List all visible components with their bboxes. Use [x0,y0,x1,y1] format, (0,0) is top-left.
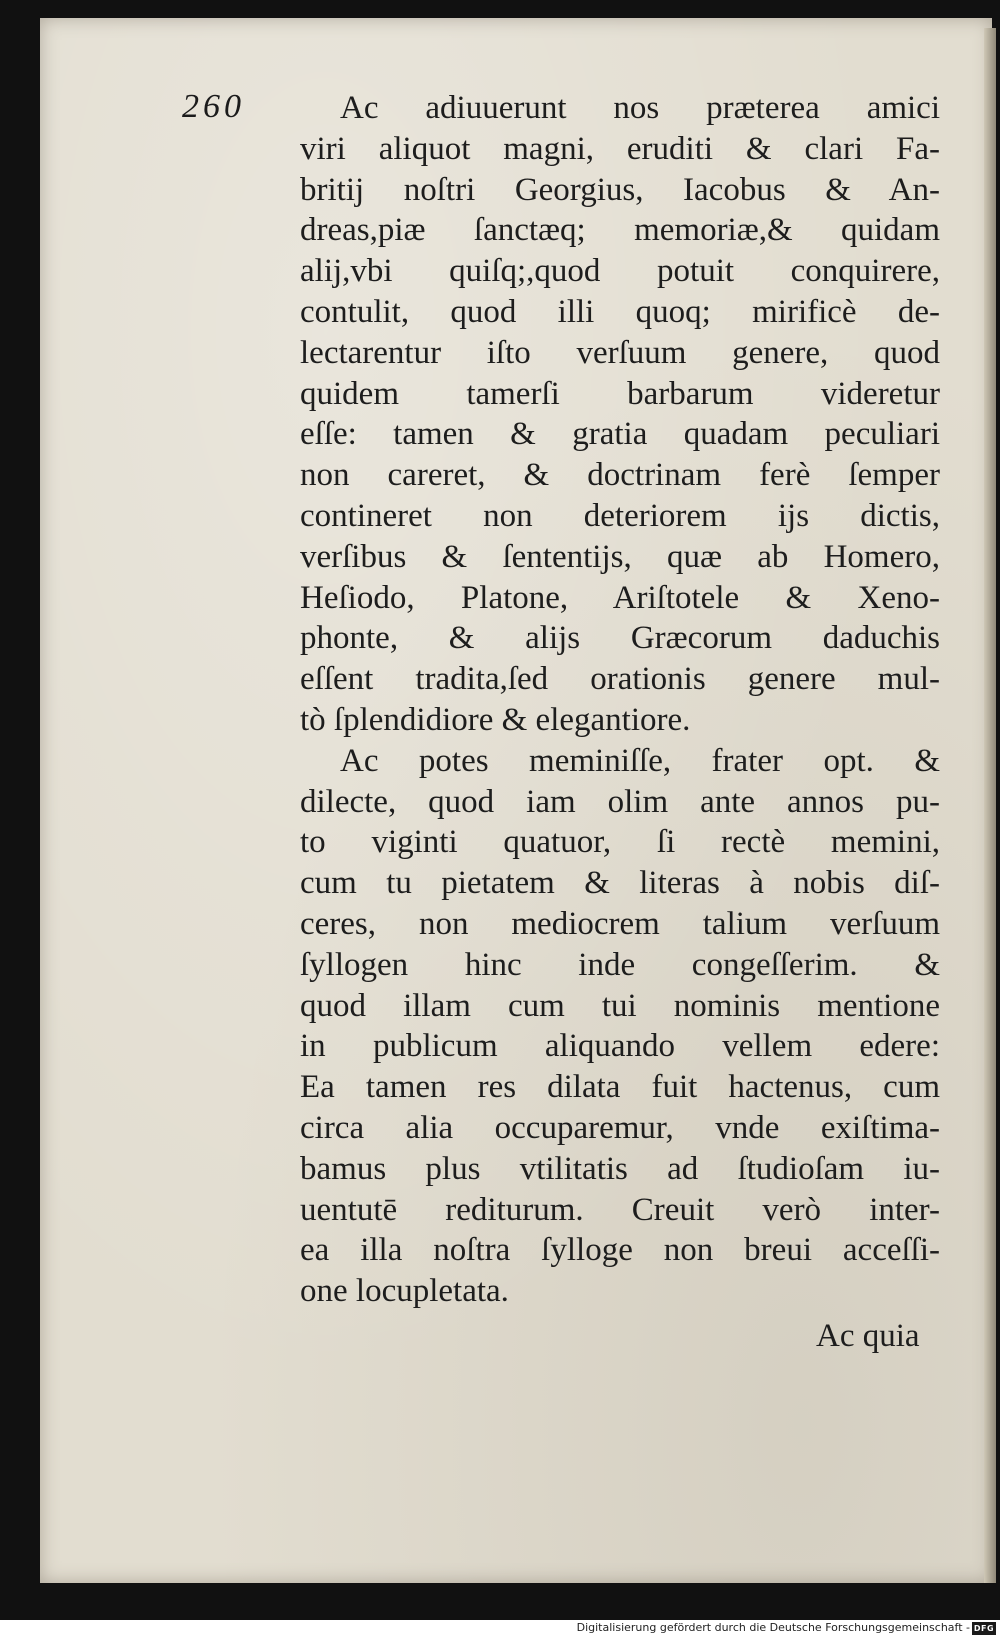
paragraph-1 [300,88,940,741]
text-line: non careret, & doctrinam ferè ſemper [300,457,940,494]
text-line: one locupletata. [300,1273,509,1310]
text-line: Ac adiuuerunt nos præterea amici [340,90,940,126]
text-line: ea illa noſtra ſylloge non breui acceſſi- [300,1232,940,1269]
text-line: quod illam cum tui nominis mentione [300,987,940,1024]
text-line: circa alia occuparemur, vnde exiſtima- [300,1109,940,1146]
text-line: ceres, non mediocrem talium verſuum [300,905,940,942]
footer-bar [0,1620,1000,1638]
catchword: Ac quia [816,1318,920,1354]
text-line: in publicum aliquando vellem edere: [300,1028,940,1065]
text-line: cum tu pietatem & literas à nobis diſ- [300,865,940,902]
text-line: contineret non deteriorem ijs dictis, [300,497,940,534]
text-line: eſſent tradita,ſed orationis genere mul- [300,661,940,698]
text-line: dilecte, quod iam olim ante annos pu- [300,783,940,820]
dfg-logo-icon: DFG [973,1624,995,1633]
text-line: quidem tamerſi barbarum videretur [300,375,940,412]
text-line: uentutē rediturum. Creuit verò inter- [300,1191,940,1228]
text-line: Ea tamen res dilata fuit hactenus, cum [300,1069,940,1106]
page-edge [984,28,996,1583]
text-line: lectarentur iſto verſuum genere, quod [300,334,940,371]
paragraph-2 [300,741,940,1312]
text-line: contulit, quod illi quoq; mirificè de- [300,293,940,330]
text-line: viri aliquot magni, eruditi & clari Fa- [300,130,940,167]
text-line: Heſiodo, Platone, Ariſtotele & Xeno- [300,579,940,616]
footer-credit: Digitalisierung gefördert durch die Deutsche Forschungsgemeinschaft - [576,1621,970,1634]
text-line: britij noſtri Georgius, Iacobus & An- [300,171,940,208]
text-block [300,88,940,1312]
text-line: ſyllogen hinc inde congeſſerim. & [300,946,940,983]
text-line: alij,vbi quiſq;,quod potuit conquirere, [300,253,940,290]
text-line: Ac potes meminiſſe, frater opt. & [340,742,940,779]
text-line: tò ſplendidiore & elegantiore. [300,701,691,738]
text-line: verſibus & ſententijs, quæ ab Homero, [300,538,940,575]
text-line: eſſe: tamen & gratia quadam peculiari [300,416,940,453]
text-line: to viginti quatuor, ſi rectè memini, [300,824,940,861]
page-number: 260 [182,88,245,125]
text-line: dreas,piæ ſanctæq; memoriæ,& quidam [300,212,940,249]
text-line: bamus plus vtilitatis ad ſtudioſam iu- [300,1150,940,1187]
text-line: phonte, & alijs Græcorum daduchis [300,620,940,657]
